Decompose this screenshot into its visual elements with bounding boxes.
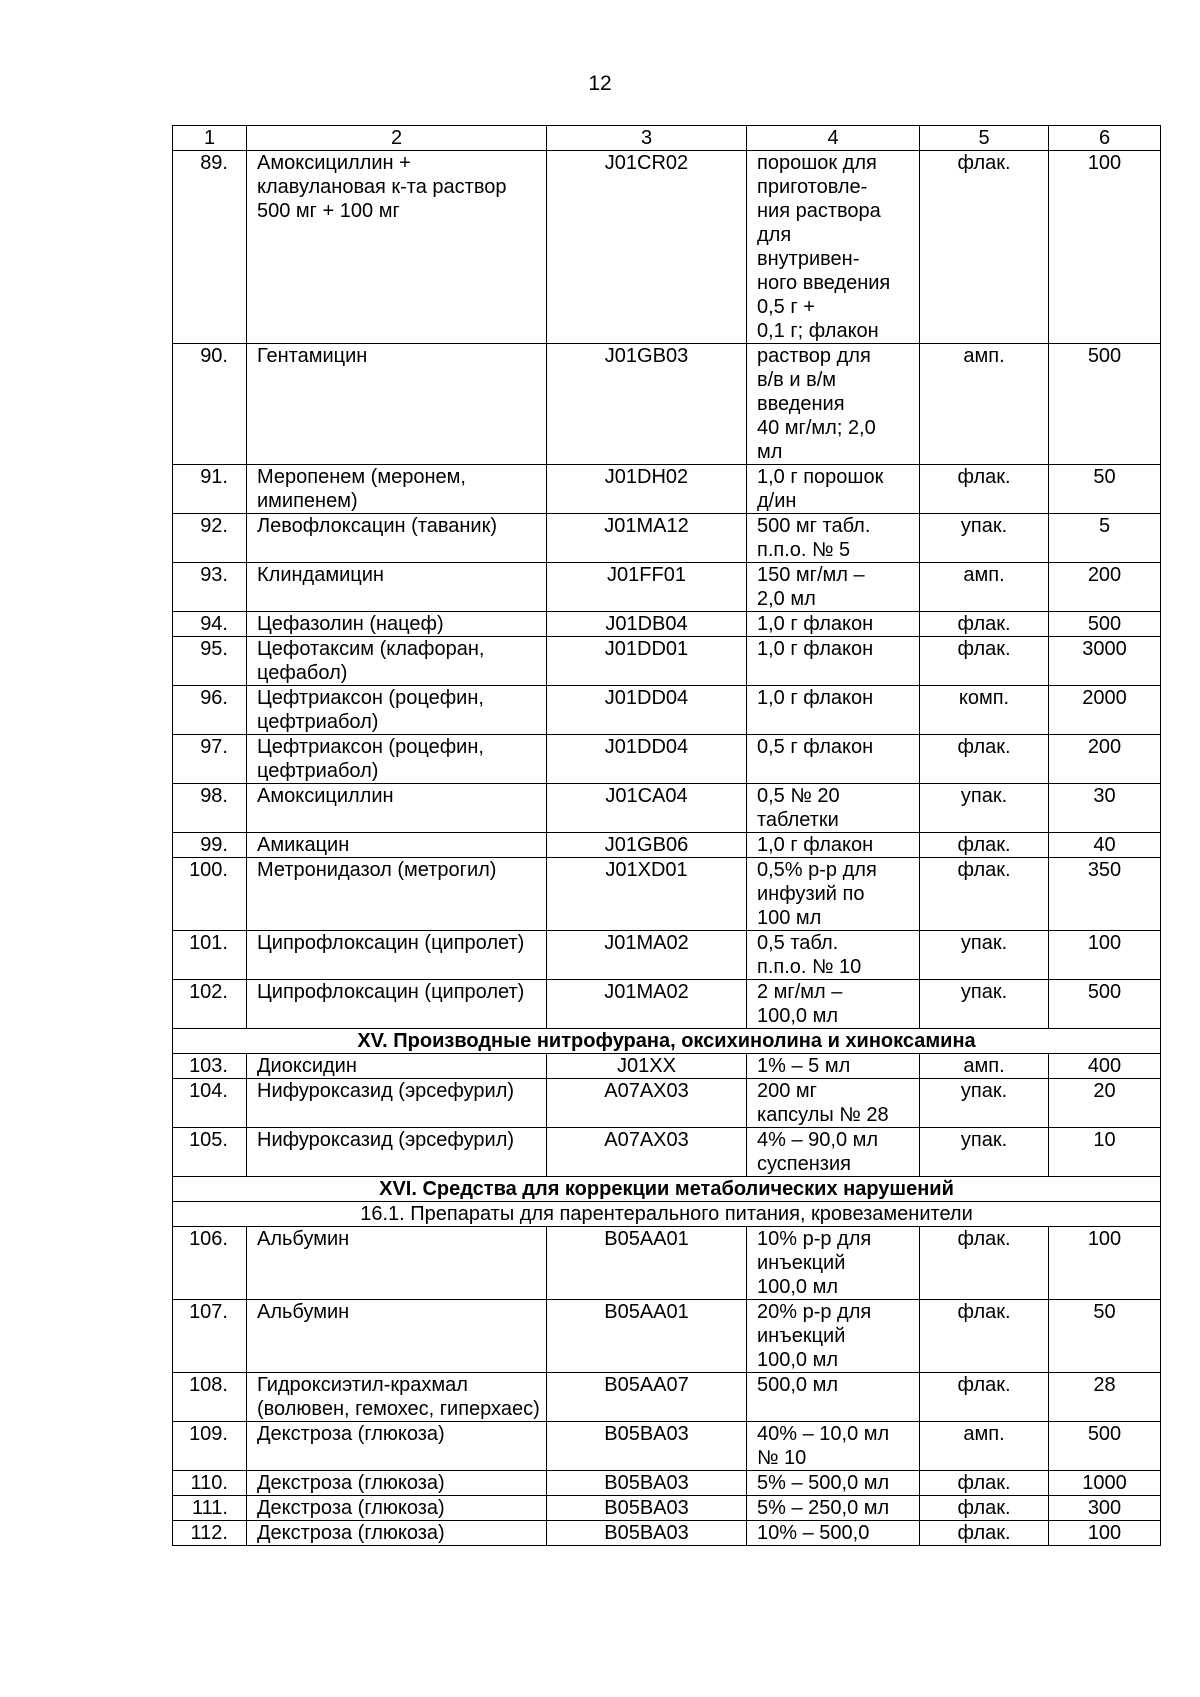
table-row xyxy=(173,686,1161,735)
unit: упак. xyxy=(920,514,1049,563)
unit: флак. xyxy=(920,612,1049,637)
row-number: 105. xyxy=(173,1128,247,1177)
atc-code: J01DD04 xyxy=(547,686,747,735)
column-number: 4 xyxy=(747,126,920,151)
row-number: 104. xyxy=(173,1079,247,1128)
table-body xyxy=(173,126,1161,1546)
quantity: 30 xyxy=(1049,784,1161,833)
unit: флак. xyxy=(920,1227,1049,1300)
drug-name: Ципрофлоксацин (ципролет) xyxy=(247,980,547,1029)
dosage-form: 5% – 500,0 мл xyxy=(747,1471,920,1496)
dosage-form: 0,5 г флакон xyxy=(747,735,920,784)
quantity: 10 xyxy=(1049,1128,1161,1177)
quantity: 2000 xyxy=(1049,686,1161,735)
quantity: 100 xyxy=(1049,151,1161,344)
row-number: 111. xyxy=(173,1496,247,1521)
drug-name: Диоксидин xyxy=(247,1054,547,1079)
drug-name: Цефтриаксон (роцефин, цефтриабол) xyxy=(247,686,547,735)
dosage-form: 1% – 5 мл xyxy=(747,1054,920,1079)
quantity: 400 xyxy=(1049,1054,1161,1079)
drug-name: Меропенем (меронем, имипенем) xyxy=(247,465,547,514)
row-number: 108. xyxy=(173,1373,247,1422)
dosage-form: 0,5% р-р для инфузий по 100 мл xyxy=(747,858,920,931)
drug-name: Альбумин xyxy=(247,1227,547,1300)
atc-code: B05AA01 xyxy=(547,1227,747,1300)
quantity: 500 xyxy=(1049,612,1161,637)
quantity: 200 xyxy=(1049,735,1161,784)
atc-code: A07AX03 xyxy=(547,1079,747,1128)
column-number: 1 xyxy=(173,126,247,151)
unit: комп. xyxy=(920,686,1049,735)
quantity: 20 xyxy=(1049,1079,1161,1128)
atc-code: J01XX xyxy=(547,1054,747,1079)
unit: упак. xyxy=(920,784,1049,833)
table-row xyxy=(173,1054,1161,1079)
dosage-form: 5% – 250,0 мл xyxy=(747,1496,920,1521)
atc-code: B05AA01 xyxy=(547,1300,747,1373)
section-heading-row xyxy=(173,1029,1161,1054)
table-row xyxy=(173,980,1161,1029)
dosage-form: 1,0 г флакон xyxy=(747,637,920,686)
unit: флак. xyxy=(920,1496,1049,1521)
drug-name: Цефотаксим (клафоран, цефабол) xyxy=(247,637,547,686)
dosage-form: 500,0 мл xyxy=(747,1373,920,1422)
table-row xyxy=(173,344,1161,465)
atc-code: B05BA03 xyxy=(547,1471,747,1496)
atc-code: B05BA03 xyxy=(547,1496,747,1521)
subsection-heading: 16.1. Препараты для парентерального питания, кровезаменители xyxy=(173,1202,1161,1227)
page-number: 12 xyxy=(588,72,612,95)
drug-name: Нифуроксазид (эрсефурил) xyxy=(247,1079,547,1128)
drug-name: Левофлоксацин (таваник) xyxy=(247,514,547,563)
drug-name: Гидроксиэтил-крахмал (волювен, гемохес, гиперхаес) xyxy=(247,1373,547,1422)
unit: флак. xyxy=(920,465,1049,514)
row-number: 97. xyxy=(173,735,247,784)
unit: флак. xyxy=(920,151,1049,344)
row-number: 112. xyxy=(173,1521,247,1546)
row-number: 94. xyxy=(173,612,247,637)
subsection-heading-row xyxy=(173,1202,1161,1227)
unit: упак. xyxy=(920,931,1049,980)
table-row xyxy=(173,858,1161,931)
dosage-form: раствор для в/в и в/м введения 40 мг/мл; 2,0 мл xyxy=(747,344,920,465)
dosage-form: 1,0 г флакон xyxy=(747,833,920,858)
row-number: 99. xyxy=(173,833,247,858)
atc-code: J01FF01 xyxy=(547,563,747,612)
row-number: 101. xyxy=(173,931,247,980)
row-number: 92. xyxy=(173,514,247,563)
row-number: 103. xyxy=(173,1054,247,1079)
unit: амп. xyxy=(920,563,1049,612)
dosage-form: порошок для приготовле- ния раствора для внутривен- ного введения 0,5 г + 0,1 г; флакон xyxy=(747,151,920,344)
quantity: 28 xyxy=(1049,1373,1161,1422)
drug-name: Амикацин xyxy=(247,833,547,858)
row-number: 109. xyxy=(173,1422,247,1471)
column-number-row xyxy=(173,126,1161,151)
unit: амп. xyxy=(920,1422,1049,1471)
table-row xyxy=(173,465,1161,514)
unit: амп. xyxy=(920,1054,1049,1079)
quantity: 500 xyxy=(1049,1422,1161,1471)
atc-code: J01MA02 xyxy=(547,931,747,980)
section-heading: XVI. Средства для коррекции метаболических нарушений xyxy=(173,1177,1161,1202)
dosage-form: 2 мг/мл – 100,0 мл xyxy=(747,980,920,1029)
quantity: 50 xyxy=(1049,465,1161,514)
column-number: 6 xyxy=(1049,126,1161,151)
unit: флак. xyxy=(920,1373,1049,1422)
row-number: 107. xyxy=(173,1300,247,1373)
table-row xyxy=(173,1300,1161,1373)
row-number: 102. xyxy=(173,980,247,1029)
drug-name: Цефазолин (нацеф) xyxy=(247,612,547,637)
row-number: 110. xyxy=(173,1471,247,1496)
drug-name: Цефтриаксон (роцефин, цефтриабол) xyxy=(247,735,547,784)
atc-code: J01DD04 xyxy=(547,735,747,784)
table-row xyxy=(173,1471,1161,1496)
drug-name: Декстроза (глюкоза) xyxy=(247,1496,547,1521)
dosage-form: 40% – 10,0 мл № 10 xyxy=(747,1422,920,1471)
table-row xyxy=(173,1521,1161,1546)
table-row xyxy=(173,784,1161,833)
quantity: 200 xyxy=(1049,563,1161,612)
quantity: 500 xyxy=(1049,980,1161,1029)
unit: флак. xyxy=(920,833,1049,858)
unit: флак. xyxy=(920,637,1049,686)
table-row xyxy=(173,514,1161,563)
dosage-form: 4% – 90,0 мл суспензия xyxy=(747,1128,920,1177)
quantity: 100 xyxy=(1049,1521,1161,1546)
row-number: 91. xyxy=(173,465,247,514)
table-row xyxy=(173,1373,1161,1422)
quantity: 300 xyxy=(1049,1496,1161,1521)
unit: упак. xyxy=(920,1079,1049,1128)
drug-name: Ципрофлоксацин (ципролет) xyxy=(247,931,547,980)
table-row xyxy=(173,931,1161,980)
drug-name: Амоксициллин + клавулановая к-та раствор 500 мг + 100 мг xyxy=(247,151,547,344)
dosage-form: 0,5 табл. п.п.о. № 10 xyxy=(747,931,920,980)
table-row xyxy=(173,1079,1161,1128)
table-row xyxy=(173,833,1161,858)
drug-name: Альбумин xyxy=(247,1300,547,1373)
column-number: 2 xyxy=(247,126,547,151)
quantity: 350 xyxy=(1049,858,1161,931)
row-number: 89. xyxy=(173,151,247,344)
atc-code: J01MA12 xyxy=(547,514,747,563)
quantity: 100 xyxy=(1049,1227,1161,1300)
drug-name: Декстроза (глюкоза) xyxy=(247,1521,547,1546)
atc-code: A07AX03 xyxy=(547,1128,747,1177)
table-row xyxy=(173,151,1161,344)
drug-name: Нифуроксазид (эрсефурил) xyxy=(247,1128,547,1177)
atc-code: B05BA03 xyxy=(547,1422,747,1471)
dosage-form: 0,5 № 20 таблетки xyxy=(747,784,920,833)
quantity: 40 xyxy=(1049,833,1161,858)
medication-table xyxy=(172,125,1161,1546)
column-number: 5 xyxy=(920,126,1049,151)
unit: флак. xyxy=(920,1521,1049,1546)
unit: амп. xyxy=(920,344,1049,465)
atc-code: J01DH02 xyxy=(547,465,747,514)
dosage-form: 1,0 г порошок д/ин xyxy=(747,465,920,514)
dosage-form: 500 мг табл. п.п.о. № 5 xyxy=(747,514,920,563)
dosage-form: 1,0 г флакон xyxy=(747,686,920,735)
atc-code: J01CA04 xyxy=(547,784,747,833)
table-row xyxy=(173,1496,1161,1521)
atc-code: J01MA02 xyxy=(547,980,747,1029)
table-row xyxy=(173,563,1161,612)
drug-name: Декстроза (глюкоза) xyxy=(247,1471,547,1496)
quantity: 5 xyxy=(1049,514,1161,563)
unit: флак. xyxy=(920,1471,1049,1496)
column-number: 3 xyxy=(547,126,747,151)
section-heading-row xyxy=(173,1177,1161,1202)
atc-code: J01DD01 xyxy=(547,637,747,686)
quantity: 500 xyxy=(1049,344,1161,465)
atc-code: J01GB06 xyxy=(547,833,747,858)
atc-code: J01XD01 xyxy=(547,858,747,931)
unit: флак. xyxy=(920,858,1049,931)
quantity: 3000 xyxy=(1049,637,1161,686)
quantity: 1000 xyxy=(1049,1471,1161,1496)
table-row xyxy=(173,1227,1161,1300)
drug-name: Декстроза (глюкоза) xyxy=(247,1422,547,1471)
drug-name: Амоксициллин xyxy=(247,784,547,833)
atc-code: J01GB03 xyxy=(547,344,747,465)
unit: упак. xyxy=(920,1128,1049,1177)
table-row xyxy=(173,1422,1161,1471)
drug-name: Клиндамицин xyxy=(247,563,547,612)
table-row xyxy=(173,637,1161,686)
row-number: 95. xyxy=(173,637,247,686)
dosage-form: 20% р-р для инъекций 100,0 мл xyxy=(747,1300,920,1373)
quantity: 50 xyxy=(1049,1300,1161,1373)
unit: упак. xyxy=(920,980,1049,1029)
row-number: 90. xyxy=(173,344,247,465)
unit: флак. xyxy=(920,1300,1049,1373)
quantity: 100 xyxy=(1049,931,1161,980)
row-number: 93. xyxy=(173,563,247,612)
drug-name: Метронидазол (метрогил) xyxy=(247,858,547,931)
atc-code: B05BA03 xyxy=(547,1521,747,1546)
table-row xyxy=(173,735,1161,784)
row-number: 96. xyxy=(173,686,247,735)
row-number: 106. xyxy=(173,1227,247,1300)
unit: флак. xyxy=(920,735,1049,784)
dosage-form: 1,0 г флакон xyxy=(747,612,920,637)
section-heading: XV. Производные нитрофурана, оксихинолина и хиноксамина xyxy=(173,1029,1161,1054)
table-row xyxy=(173,1128,1161,1177)
table-row xyxy=(173,612,1161,637)
row-number: 98. xyxy=(173,784,247,833)
dosage-form: 200 мг капсулы № 28 xyxy=(747,1079,920,1128)
drug-name: Гентамицин xyxy=(247,344,547,465)
atc-code: B05AA07 xyxy=(547,1373,747,1422)
dosage-form: 150 мг/мл – 2,0 мл xyxy=(747,563,920,612)
dosage-form: 10% р-р для инъекций 100,0 мл xyxy=(747,1227,920,1300)
dosage-form: 10% – 500,0 xyxy=(747,1521,920,1546)
atc-code: J01CR02 xyxy=(547,151,747,344)
row-number: 100. xyxy=(173,858,247,931)
atc-code: J01DB04 xyxy=(547,612,747,637)
